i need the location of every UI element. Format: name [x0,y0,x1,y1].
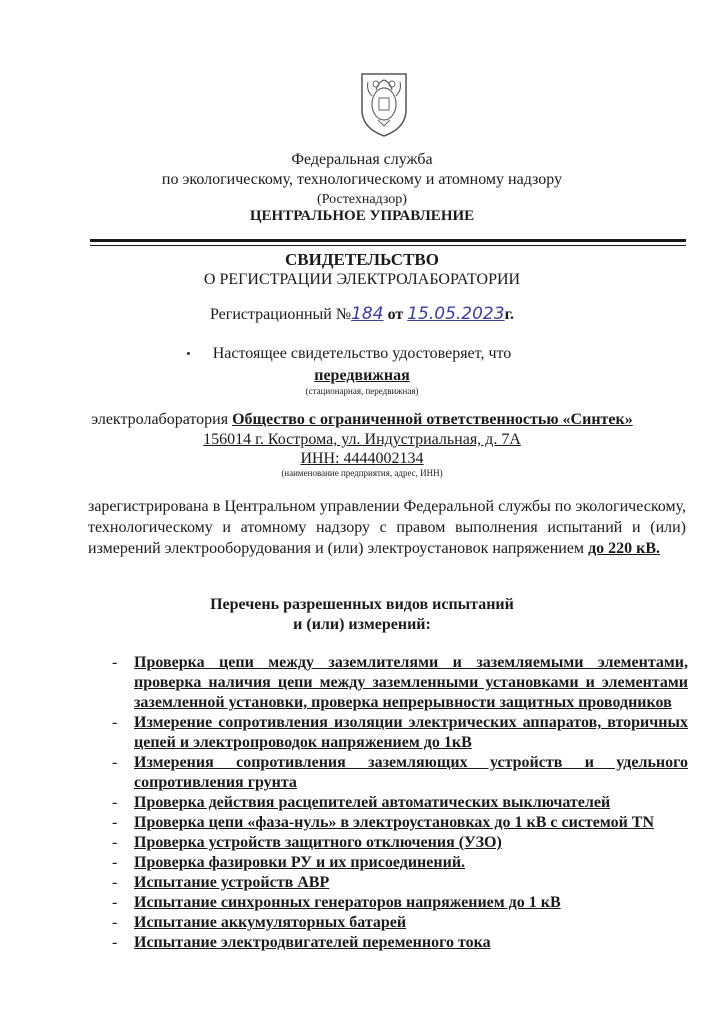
header-divider-thick [90,239,686,242]
permitted-tests-list [112,653,688,953]
list-title-line-2: и (или) измерений: [293,616,431,633]
lab-name-line [0,410,724,430]
agency-short-name: (Ростехнадзор) [317,192,407,207]
lab-address: 156014 г. Кострома, ул. Индустриальная, д. 7А [203,431,521,448]
test-item: - Испытание синхронных генераторов напряжением до 1 кВ [112,893,688,913]
lab-prefix: электролаборатория [91,411,229,428]
lab-inn: ИНН: 4444002134 [300,450,424,467]
coat-of-arms-emblem [354,68,414,138]
test-item: - Проверка фазировки РУ и их присоединений. [112,853,688,873]
registration-date: 15.05.2023 [407,304,505,324]
test-item: - Измерения сопротивления заземляющих устройств и удельного сопротивления грунта [112,753,688,793]
registration-number: 184 [351,304,384,324]
registration-prefix: Регистрационный № [209,306,352,323]
lab-hint: (наименование предприятия, адрес, ИНН) [281,468,443,478]
registration-paragraph [88,496,686,559]
test-item: - Испытание аккумуляторных батарей [112,913,688,933]
lab-type-value: передвижная [314,367,410,384]
test-item: - Проверка действия расцепителей автоматических выключателей [112,793,688,813]
test-item: - Измерение сопротивления изоляции электрических аппаратов, вторичных цепей и электропроводок напряжением до 1кВ [112,713,688,753]
lab-type-hint: (стационарная, передвижная) [305,386,419,396]
certificate-subtitle: О РЕГИСТРАЦИИ ЭЛЕКТРОЛАБОРАТОРИИ [203,271,521,288]
test-item: - Проверка цепи «фаза-нуль» в электроустановках до 1 кВ с системой TN [112,813,688,833]
test-item: - Испытание устройств АВР [112,873,688,893]
test-item: - Испытание электродвигателей переменного тока [112,933,688,953]
list-title-line-1: Перечень разрешенных видов испытаний [210,596,514,613]
registration-line [0,304,724,325]
certifies-text: Настоящее свидетельство удостоверяет, что [212,345,512,362]
lab-organization-name: Общество с ограниченной ответственностью «Синтек» [232,411,633,428]
department-name: ЦЕНТРАЛЬНОЕ УПРАВЛЕНИЕ [249,208,475,224]
test-item: - Проверка устройств защитного отключения (УЗО) [112,833,688,853]
certificate-title: СВИДЕТЕЛЬСТВО [285,250,439,269]
test-item: - Проверка цепи между заземлителями и заземляемыми элементами, проверка наличия цепи между заземленными установками и элементами заземленной установки, проверка непрерывности защитных проводников [112,653,688,713]
header-divider-thin [90,245,686,246]
registration-paragraph-text: зарегистрирована в Центральном управлении Федеральной службы по экологическому, технологическому и атомному надзору с правом выполнения испытаний и (или) измерений электрооборудования и (или) электроустановок напряжением [88,498,686,557]
voltage-limit: до 220 кВ. [588,540,661,557]
agency-line-1: Федеральная служба [291,151,433,168]
registration-from: от [387,306,404,323]
registration-year-suffix: г. [504,306,515,323]
agency-line-2: по экологическому, технологическому и атомному надзору [161,171,563,188]
